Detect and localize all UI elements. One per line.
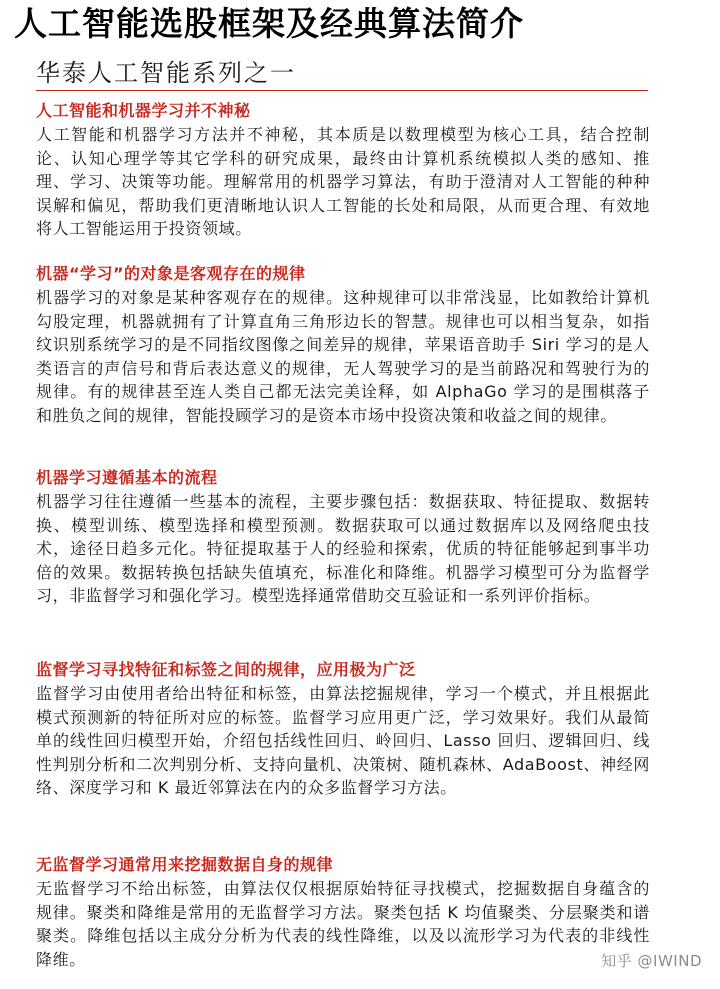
section-heading: 机器学习遵循基本的流程 bbox=[36, 468, 218, 487]
section-body: 无监督学习不给出标签，由算法仅仅根据原始特征寻找模式，挖掘数据自身蕴含的规律。聚类和降维是常用的无监督学习方法。聚类包括 K 均值聚类、分层聚类和谱聚类。降维包括以主成分分析为代表的线性降维，以及以流形学习为代表的非线性降维。 bbox=[36, 879, 650, 969]
section-ml-workflow bbox=[36, 466, 650, 608]
section-body: 监督学习由使用者给出特征和标签，由算法挖掘规律，学习一个模式，并且根据此模式预测新的特征所对应的标签。监督学习应用更广泛，学习效果好。我们从最简单的线性回归模型开始，介绍包括线性回归、岭回归、Lasso 回归、逻辑回归、线性判别分析和二次判别分析、支持向量机、决策树、随机森林、AdaBoost、神经网络、深度学习和 K 最近邻算法在内的众多监督学习方法。 bbox=[36, 684, 650, 798]
section-body: 人工智能和机器学习方法并不神秘，其本质是以数理模型为核心工具，结合控制论、认知心理学等其它学科的研究成果，最终由计算机系统模拟人类的感知、推理、学习、决策等功能。理解常用的机器学习算法，有助于澄清对人工智能的种种误解和偏见，帮助我们更清晰地认识人工智能的长处和局限，从而更合理、有效地将人工智能运用于投资领域。 bbox=[36, 125, 650, 239]
section-heading: 无监督学习通常用来挖掘数据自身的规律 bbox=[36, 855, 334, 874]
document-title: 人工智能选股框架及经典算法简介 bbox=[14, 4, 524, 43]
section-learning-objects bbox=[36, 262, 650, 428]
document-subtitle: 华泰人工智能系列之一 bbox=[36, 59, 296, 87]
section-body: 机器学习往往遵循一些基本的流程，主要步骤包括：数据获取、特征提取、数据转换、模型训练、模型选择和模型预测。数据获取可以通过数据库以及网络爬虫技术，途径日趋多元化。特征提取基于人的经验和探索，优质的特征能够起到事半功倍的效果。数据转换包括缺失值填充，标准化和降维。机器学习模型可分为监督学习，非监督学习和强化学习。模型选择通常借助交互验证和一系列评价指标。 bbox=[36, 492, 650, 606]
section-ai-not-mysterious bbox=[36, 99, 650, 241]
section-heading: 人工智能和机器学习并不神秘 bbox=[36, 101, 251, 120]
zhihu-watermark: 知乎 @IWIND bbox=[601, 952, 702, 970]
section-unsupervised-learning bbox=[36, 853, 650, 971]
section-body: 机器学习的对象是某种客观存在的规律。这种规律可以非常浅显，比如教给计算机勾股定理，机器就拥有了计算直角三角形边长的智慧。规律也可以相当复杂，如指纹识别系统学习的是不同指纹图像之间差异的规律，苹果语音助手 Siri 学习的是人类语言的声信号和背后表达意义的规律，无人驾驶学习的是当前路况和驾驶行为的规律。有的规律甚至连人类自己都无法完美诠释，如 AlphaGo 学习的是围棋落子和胜负之间的规律，智能投顾学习的是资本市场中投资决策和收益之间的规律。 bbox=[36, 288, 650, 425]
section-heading: 机器“学习”的对象是客观存在的规律 bbox=[36, 264, 306, 283]
title-divider bbox=[36, 90, 648, 91]
section-supervised-learning bbox=[36, 658, 650, 800]
section-heading: 监督学习寻找特征和标签之间的规律，应用极为广泛 bbox=[36, 660, 416, 679]
